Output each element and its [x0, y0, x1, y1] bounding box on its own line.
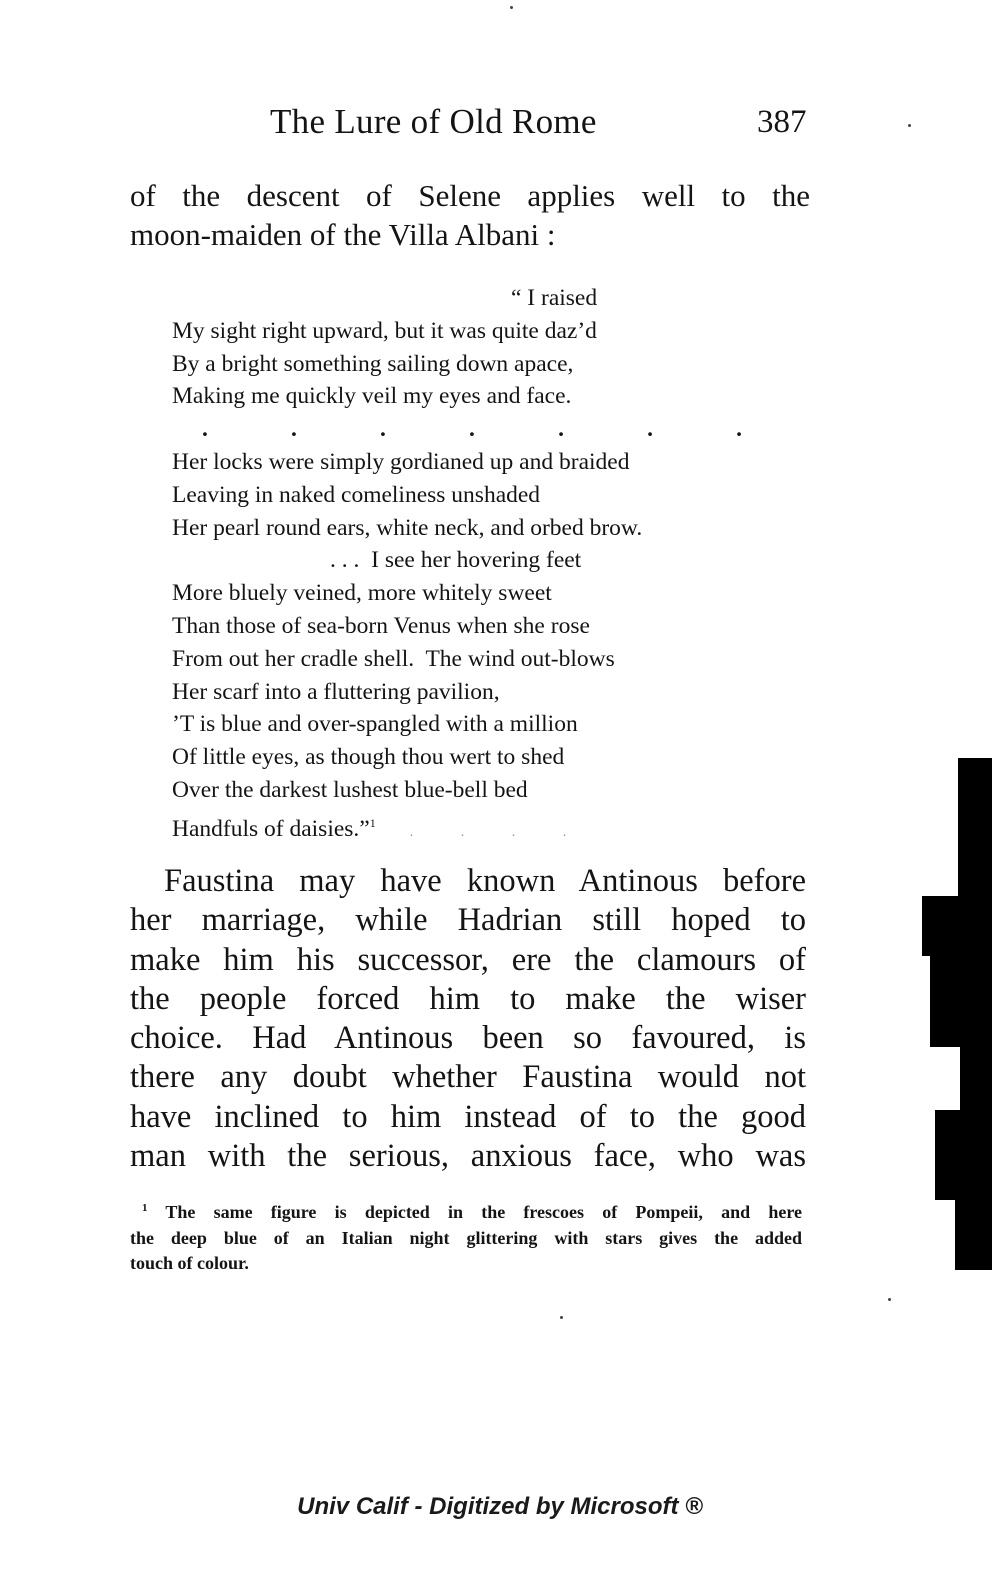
paragraph-line: have inclined to him instead of to the good — [130, 1098, 806, 1135]
ellipsis-dot: . — [647, 416, 653, 443]
footnote-marker: 1 — [142, 1202, 148, 1214]
print-speck — [908, 124, 911, 127]
paragraph-line: her marriage, while Hadrian still hoped to — [130, 902, 806, 939]
paragraph-line: the people forced him to make the wiser — [130, 980, 806, 1017]
ellipsis-dot: . — [202, 416, 208, 443]
print-speck — [888, 1298, 891, 1301]
footnote-text: The same figure is depicted in the frescoes of Pompeii, and here — [165, 1202, 802, 1222]
print-specks: . . . . — [409, 824, 589, 840]
poem-line: More bluely veined, more whitely sweet — [172, 580, 552, 607]
poem-line: . . . I see her hovering feet — [330, 547, 582, 574]
poem-quotation — [172, 282, 812, 840]
poem-line: My sight right upward, but it was quite daz’d — [172, 317, 597, 344]
main-paragraph — [130, 862, 806, 1176]
paragraph-line: make him his successor, ere the clamours of — [130, 941, 806, 978]
print-speck — [510, 6, 513, 9]
page-number: 387 — [757, 104, 807, 140]
poem-line: Her scarf into a fluttering pavilion, — [172, 678, 500, 705]
ellipsis-dot: . — [380, 416, 386, 443]
poem-line: Of little eyes, as though thou wert to shed — [172, 744, 565, 771]
digitization-watermark: Univ Calif - Digitized by Microsoft ® — [297, 1493, 703, 1520]
footnote — [130, 1196, 802, 1277]
poem-line: Over the darkest lushest blue-bell bed — [172, 776, 528, 803]
poem-ellipsis-row — [172, 413, 742, 446]
poem-line: Her pearl round ears, white neck, and orbed brow. — [172, 514, 643, 541]
ellipsis-dot: . — [291, 416, 297, 443]
poem-line: Making me quickly veil my eyes and face. — [172, 383, 572, 410]
intro-line: moon-maiden of the Villa Albani : — [130, 217, 556, 253]
footnote-line — [130, 1196, 802, 1226]
intro-line: of the descent of Selene applies well to the — [130, 178, 810, 213]
poem-line: Than those of sea-born Venus when she rose — [172, 612, 590, 639]
ellipsis-dot: . — [469, 416, 475, 443]
poem-line: Handfuls of daisies.” — [172, 815, 370, 842]
poem-line: Her locks were simply gordianed up and braided — [172, 448, 630, 475]
paragraph-line: Faustina may have known Antinous before — [164, 863, 806, 899]
poem-line: By a bright something sailing down apace, — [172, 350, 574, 377]
running-title: The Lure of Old Rome — [270, 102, 597, 141]
footnote-reference: 1 — [369, 815, 376, 830]
footnote-line: touch of colour. — [130, 1253, 249, 1273]
poem-line: From out her cradle shell. The wind out-blows — [172, 645, 615, 672]
poem-line: “ I raised — [511, 285, 598, 311]
footnote-line: the deep blue of an Italian night glittering with stars gives the added — [130, 1227, 802, 1248]
poem-line: Leaving in naked comeliness unshaded — [172, 481, 541, 508]
paragraph-line: there any doubt whether Faustina would not — [130, 1059, 806, 1096]
poem-last-line — [172, 807, 812, 840]
ellipsis-dot: . — [736, 416, 742, 443]
poem-line: ’T is blue and over-spangled with a million — [172, 711, 578, 738]
ellipsis-dot: . — [558, 416, 564, 443]
intro-paragraph — [130, 176, 810, 254]
paragraph-line: man with the serious, anxious face, who was — [130, 1138, 806, 1175]
print-speck — [560, 1316, 563, 1319]
paragraph-line: choice. Had Antinous been so favoured, is — [130, 1020, 806, 1057]
